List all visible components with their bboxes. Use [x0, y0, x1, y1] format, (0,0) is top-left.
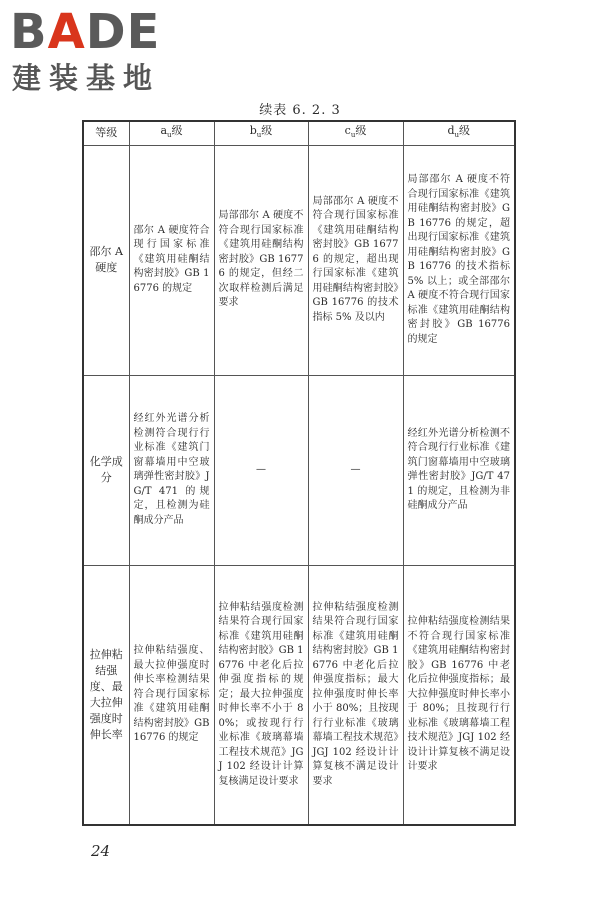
- logo-wordmark: BADE: [10, 4, 161, 60]
- row-label-tensile: 拉伸粘结强度、最大拉伸强度时伸长率: [83, 565, 129, 825]
- header-grade: 等级: [83, 121, 129, 145]
- header-du: $d_u$级: [403, 121, 515, 145]
- table-row: [83, 375, 515, 565]
- logo-accent-letter: A: [47, 4, 86, 60]
- header-cu: $c_u$级: [308, 121, 403, 145]
- header-bu: $b_u$级: [214, 121, 308, 145]
- table-caption: 续表 6. 2. 3: [259, 103, 341, 118]
- table-row: [83, 145, 515, 375]
- cell-chemical-bu: —: [214, 375, 308, 565]
- header-au: $a_u$级: [129, 121, 214, 145]
- cell-hardness-bu: 局部邵尔 A 硬度不符合现行国家标准《建筑用硅酮结构密封胶》GB 16776 的规定，但经二次取样检测后满足要求: [214, 145, 308, 375]
- cell-chemical-du: 经红外光谱分析检测不符合现行行业标准《建筑门窗幕墙用中空玻璃弹性密封胶》JG/T 471 的规定，且检测为非硅酮成分产品: [403, 375, 515, 565]
- cell-chemical-cu: —: [308, 375, 403, 565]
- page-number: 24: [91, 842, 111, 860]
- cell-hardness-du: 局部邵尔 A 硬度不符合现行国家标准《建筑用硅酮结构密封胶》GB 16776 的规定，超出现行国家标准《建筑用硅酮结构密封胶》GB 16776 的技术指标 5% 以上；或全部邵尔 A 硬度不符合现行国家标准《建筑用硅酮结构密封胶》GB 16776 的规定: [403, 145, 515, 375]
- row-label-hardness: 邵尔 A 硬度: [83, 145, 129, 375]
- cell-hardness-cu: 局部邵尔 A 硬度不符合现行国家标准《建筑用硅酮结构密封胶》GB 16776 的规定，超出现行国家标准《建筑用硅酮结构密封胶》GB 16776 的技术指标 5% 及以内: [308, 145, 403, 375]
- cell-tensile-au: 拉伸粘结强度、最大拉伸强度时伸长率检测结果符合现行国家标准《建筑用硅酮结构密封胶》GB 16776 的规定: [129, 565, 214, 825]
- cell-tensile-bu: 拉伸粘结强度检测结果符合现行国家标准《建筑用硅酮结构密封胶》GB 16776 中老化后拉伸强度指标的规定；最大拉伸强度时伸长率不小于 80%；或按现行行业标准《玻璃幕墙工程技术规范》JGJ 102 经设计计算复核满足设计要求: [214, 565, 308, 825]
- brand-logo: [10, 6, 180, 98]
- grade-table: [82, 120, 516, 826]
- cell-hardness-au: 邵尔 A 硬度符合现行国家标准《建筑用硅酮结构密封胶》GB 16776 的规定: [129, 145, 214, 375]
- logo-subtitle: 建装基地: [12, 61, 161, 95]
- cell-chemical-au: 经红外光谱分析检测符合现行行业标准《建筑门窗幕墙用中空玻璃弹性密封胶》JG/T 471 的规定，且检测为硅酮成分产品: [129, 375, 214, 565]
- row-label-chemical: 化学成分: [83, 375, 129, 565]
- cell-tensile-du: 拉伸粘结强度检测结果不符合现行国家标准《建筑用硅酮结构密封胶》GB 16776 中老化后拉伸强度指标；最大拉伸强度时伸长率小于 80%；且按现行行业标准《玻璃幕墙工程技术规范》JGJ 102 经设计计算复核不满足设计要求: [403, 565, 515, 825]
- table-row: [83, 565, 515, 825]
- table-header-row: [83, 121, 515, 145]
- cell-tensile-cu: 拉伸粘结强度检测结果符合现行国家标准《建筑用硅酮结构密封胶》GB 16776 中老化后拉伸强度指标；最大拉伸强度时伸长率小于 80%；且按现行行业标准《玻璃幕墙工程技术规范》JGJ 102 经设计计算复核不满足设计要求: [308, 565, 403, 825]
